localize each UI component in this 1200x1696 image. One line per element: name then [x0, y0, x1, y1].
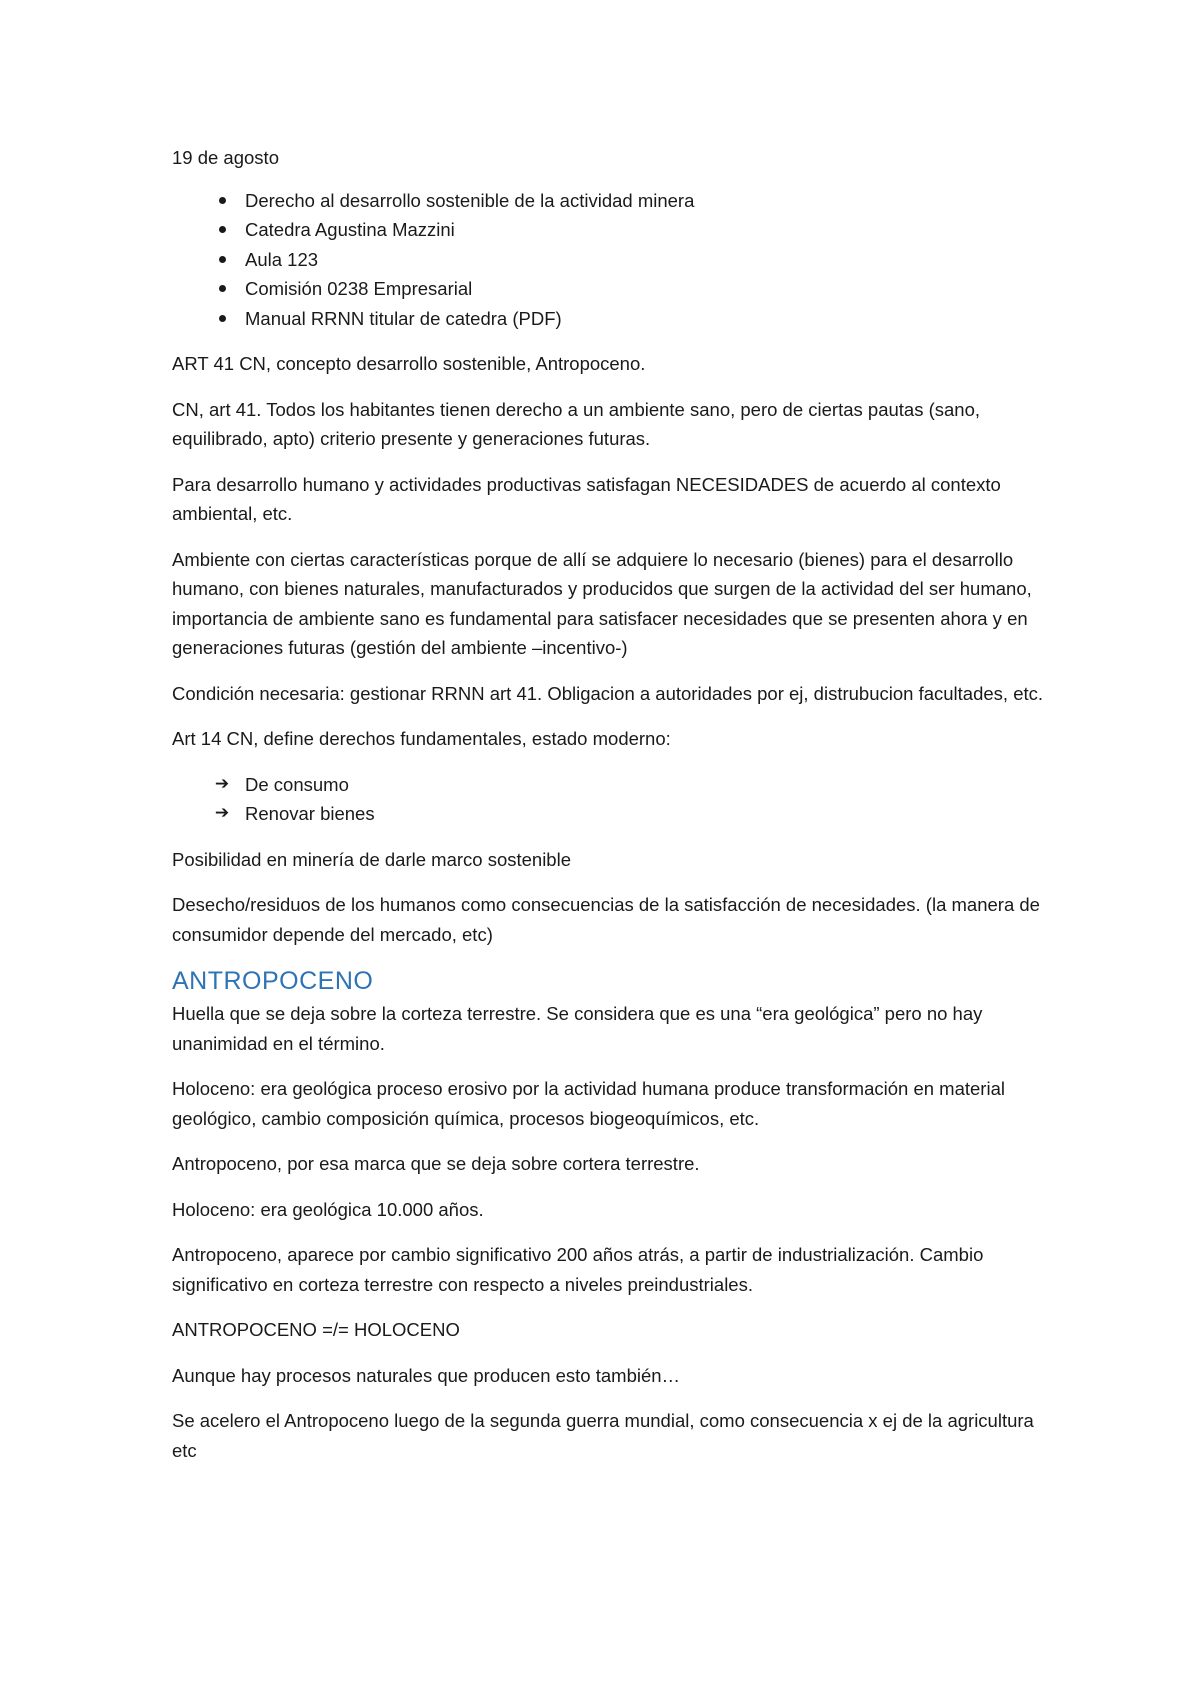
- date-line: 19 de agosto: [172, 147, 279, 168]
- bullet-item: [172, 274, 1052, 304]
- paragraph: Antropoceno, aparece por cambio significativo 200 años atrás, a partir de industrialización. Cambio significativo en corteza terrestre con respecto a niveles preindustriales.: [172, 1244, 984, 1295]
- paragraph: CN, art 41. Todos los habitantes tienen derecho a un ambiente sano, pero de ciertas pautas (sano, equilibrado, apto) criterio presente y generaciones futuras.: [172, 398, 981, 449]
- bullet-item-text: Manual RRNN titular de catedra (PDF): [245, 307, 562, 329]
- paragraph: Holoceno: era geológica proceso erosivo por la actividad humana produce transformación en material geológico, cambio composición química, procesos biogeoquímicos, etc.: [172, 1078, 1005, 1129]
- bullet-item: [172, 186, 1052, 216]
- paragraph: Aunque hay procesos naturales que producen esto también…: [172, 1364, 681, 1386]
- arrow-item: [172, 799, 1052, 829]
- document-body: [172, 143, 1052, 1481]
- right-arrow-icon: ➔: [214, 803, 230, 823]
- paragraph: Se acelero el Antropoceno luego de la segunda guerra mundial, como consecuencia x ej de la agricultura etc: [172, 1410, 1034, 1461]
- arrow-item-text: De consumo: [245, 773, 349, 795]
- paragraph: Huella que se deja sobre la corteza terrestre. Se considera que es una “era geológica” pero no hay unanimidad en el término.: [172, 1003, 983, 1054]
- paragraph: Antropoceno, por esa marca que se deja sobre cortera terrestre.: [172, 1153, 700, 1174]
- paragraph: ANTROPOCENO =/= HOLOCENO: [172, 1319, 460, 1340]
- bullet-dot-icon: [212, 274, 232, 304]
- bullet-dot-icon: [212, 245, 232, 275]
- paragraph: Condición necesaria: gestionar RRNN art 41. Obligacion a autoridades por ej, distrubucion facultades, etc.: [172, 682, 1044, 704]
- paragraph: Posibilidad en minería de darle marco sostenible: [172, 848, 571, 870]
- paragraph: ART 41 CN, concepto desarrollo sostenible, Antropoceno.: [172, 353, 646, 374]
- bullet-list: [172, 186, 1052, 334]
- paragraph: Ambiente con ciertas características porque de allí se adquiere lo necesario (bienes) para el desarrollo humano, con bienes naturales, manufacturados y producidos que surgen de la actividad del ser humano, importancia de ambiente sano es fundamental para satisfacer necesidades que se presenten ahora y en generaciones futuras (gestión del ambiente –incentivo-): [172, 548, 1032, 658]
- bullet-item-text: Derecho al desarrollo sostenible de la actividad minera: [245, 189, 695, 211]
- arrow-list: [172, 770, 1052, 829]
- paragraph: Art 14 CN, define derechos fundamentales, estado moderno:: [172, 728, 671, 749]
- bullet-item-text: Aula 123: [245, 248, 319, 270]
- bullet-dot-icon: [212, 186, 232, 216]
- paragraph: Desecho/residuos de los humanos como consecuencias de la satisfacción de necesidades. (la manera de consumidor depende del mercado, etc): [172, 894, 1040, 945]
- arrow-item-text: Renovar bienes: [245, 803, 375, 824]
- bullet-item-text: Catedra Agustina Mazzini: [245, 219, 455, 240]
- section-heading: ANTROPOCENO: [172, 967, 374, 995]
- paragraph: Holoceno: era geológica 10.000 años.: [172, 1198, 484, 1220]
- bullet-item: [172, 215, 1052, 245]
- bullet-item: [172, 304, 1052, 334]
- bullet-item-text: Comisión 0238 Empresarial: [245, 278, 473, 299]
- bullet-dot-icon: [212, 215, 232, 245]
- arrow-item: [172, 770, 1052, 800]
- bullet-item: [172, 245, 1052, 275]
- right-arrow-icon: ➔: [214, 773, 230, 794]
- bullet-dot-icon: [212, 304, 232, 334]
- paragraph: Para desarrollo humano y actividades productivas satisfagan NECESIDADES de acuerdo al contexto ambiental, etc.: [172, 473, 1001, 524]
